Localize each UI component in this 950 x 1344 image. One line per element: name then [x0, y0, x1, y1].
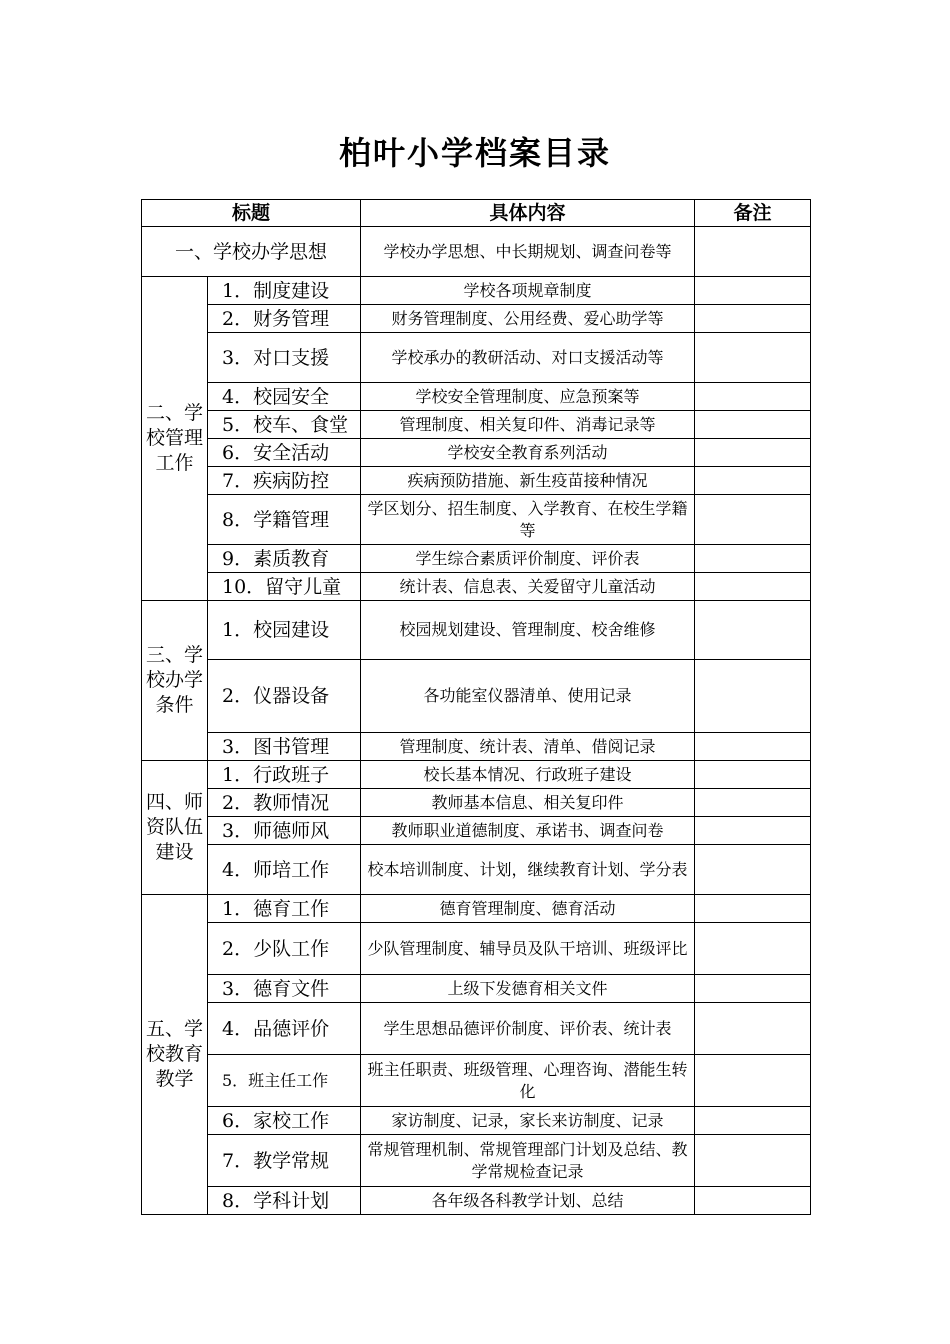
table-row	[142, 277, 811, 305]
table-row	[142, 845, 811, 895]
content-cell: 学区划分、招生制度、入学教育、在校生学籍等	[361, 495, 695, 545]
content-cell: 学校安全教育系列活动	[361, 439, 695, 467]
item-cell: 3．对口支援	[208, 333, 361, 383]
section-label: 一、学校办学思想	[142, 227, 361, 277]
table-row	[142, 975, 811, 1003]
table-row	[142, 227, 811, 277]
note-cell	[695, 660, 811, 733]
table-row	[142, 923, 811, 975]
item-cell: 1．校园建设	[208, 601, 361, 660]
note-cell	[695, 895, 811, 923]
note-cell	[695, 601, 811, 660]
content-cell: 教师基本信息、相关复印件	[361, 789, 695, 817]
content-cell: 家访制度、记录，家长来访制度、记录	[361, 1107, 695, 1135]
note-cell	[695, 1107, 811, 1135]
item-cell: 6．家校工作	[208, 1107, 361, 1135]
note-cell	[695, 277, 811, 305]
note-cell	[695, 1135, 811, 1187]
table-row	[142, 1135, 811, 1187]
content-cell: 各年级各科教学计划、总结	[361, 1187, 695, 1215]
content-cell: 班主任职责、班级管理、心理咨询、潜能生转化	[361, 1055, 695, 1107]
note-cell	[695, 545, 811, 573]
table-header-row	[142, 200, 811, 227]
content-cell: 校园规划建设、管理制度、校舍维修	[361, 601, 695, 660]
item-cell: 3．师德师风	[208, 817, 361, 845]
table-row	[142, 789, 811, 817]
table-row	[142, 439, 811, 467]
table-row	[142, 1187, 811, 1215]
content-cell: 管理制度、相关复印件、消毒记录等	[361, 411, 695, 439]
note-cell	[695, 817, 811, 845]
table-row	[142, 411, 811, 439]
table-row	[142, 601, 811, 660]
note-cell	[695, 467, 811, 495]
table-row	[142, 545, 811, 573]
item-cell: 1．制度建设	[208, 277, 361, 305]
content-cell: 教师职业道德制度、承诺书、调查问卷	[361, 817, 695, 845]
header-content: 具体内容	[361, 200, 695, 227]
content-cell: 德育管理制度、德育活动	[361, 895, 695, 923]
note-cell	[695, 439, 811, 467]
content-cell: 学生思想品德评价制度、评价表、统计表	[361, 1003, 695, 1055]
item-cell: 1．德育工作	[208, 895, 361, 923]
note-cell	[695, 845, 811, 895]
section-label: 五、学校教育教学	[142, 895, 208, 1215]
item-cell: 7．疾病防控	[208, 467, 361, 495]
content-cell: 校本培训制度、计划，继续教育计划、学分表	[361, 845, 695, 895]
note-cell	[695, 383, 811, 411]
content-cell: 学生综合素质评价制度、评价表	[361, 545, 695, 573]
note-cell	[695, 789, 811, 817]
table-row	[142, 895, 811, 923]
note-cell	[695, 761, 811, 789]
note-cell	[695, 333, 811, 383]
note-cell	[695, 1055, 811, 1107]
item-cell: 4．师培工作	[208, 845, 361, 895]
note-cell	[695, 733, 811, 761]
content-cell: 学校承办的教研活动、对口支援活动等	[361, 333, 695, 383]
item-cell: 2．财务管理	[208, 305, 361, 333]
item-cell: 2．教师情况	[208, 789, 361, 817]
table-row	[142, 305, 811, 333]
item-cell: 3．德育文件	[208, 975, 361, 1003]
item-cell: 5．校车、食堂	[208, 411, 361, 439]
note-cell	[695, 1187, 811, 1215]
content-cell: 财务管理制度、公用经费、爱心助学等	[361, 305, 695, 333]
archive-catalog-table	[141, 199, 811, 1215]
item-cell: 8．学籍管理	[208, 495, 361, 545]
content-cell: 管理制度、统计表、清单、借阅记录	[361, 733, 695, 761]
table-row	[142, 1003, 811, 1055]
section-label: 二、学校管理工作	[142, 277, 208, 601]
item-cell: 6．安全活动	[208, 439, 361, 467]
table-row	[142, 761, 811, 789]
note-cell	[695, 305, 811, 333]
item-cell: 8．学科计划	[208, 1187, 361, 1215]
note-cell	[695, 975, 811, 1003]
note-cell	[695, 227, 811, 277]
content-cell: 校长基本情况、行政班子建设	[361, 761, 695, 789]
item-cell: 4．校园安全	[208, 383, 361, 411]
content-cell: 学校安全管理制度、应急预案等	[361, 383, 695, 411]
table-row	[142, 660, 811, 733]
item-cell: 4．品德评价	[208, 1003, 361, 1055]
content-cell: 各功能室仪器清单、使用记录	[361, 660, 695, 733]
note-cell	[695, 411, 811, 439]
content-cell: 常规管理机制、常规管理部门计划及总结、教学常规检查记录	[361, 1135, 695, 1187]
table-row	[142, 817, 811, 845]
content-cell: 上级下发德育相关文件	[361, 975, 695, 1003]
content-cell: 少队管理制度、辅导员及队干培训、班级评比	[361, 923, 695, 975]
section-label: 四、师资队伍建设	[142, 761, 208, 895]
header-title: 标题	[142, 200, 361, 227]
content-cell: 学校各项规章制度	[361, 277, 695, 305]
note-cell	[695, 495, 811, 545]
item-cell: 2．少队工作	[208, 923, 361, 975]
table-row	[142, 333, 811, 383]
table-row	[142, 733, 811, 761]
content-cell: 统计表、信息表、关爱留守儿童活动	[361, 573, 695, 601]
table-row	[142, 1055, 811, 1107]
item-cell: 7．教学常规	[208, 1135, 361, 1187]
page-title: 柏叶小学档案目录	[338, 134, 611, 172]
item-cell: 9．素质教育	[208, 545, 361, 573]
table-row	[142, 495, 811, 545]
content-cell: 疾病预防措施、新生疫苗接种情况	[361, 467, 695, 495]
note-cell	[695, 1003, 811, 1055]
item-cell: 2．仪器设备	[208, 660, 361, 733]
table-row	[142, 573, 811, 601]
table-row	[142, 467, 811, 495]
item-cell: 1．行政班子	[208, 761, 361, 789]
item-cell: 3．图书管理	[208, 733, 361, 761]
item-cell: 5．班主任工作	[208, 1055, 361, 1107]
table-row	[142, 1107, 811, 1135]
header-note: 备注	[695, 200, 811, 227]
note-cell	[695, 923, 811, 975]
table-row	[142, 383, 811, 411]
note-cell	[695, 573, 811, 601]
content-cell: 学校办学思想、中长期规划、调查问卷等	[361, 227, 695, 277]
item-cell: 10．留守儿童	[208, 573, 361, 601]
section-label: 三、学校办学条件	[142, 601, 208, 761]
